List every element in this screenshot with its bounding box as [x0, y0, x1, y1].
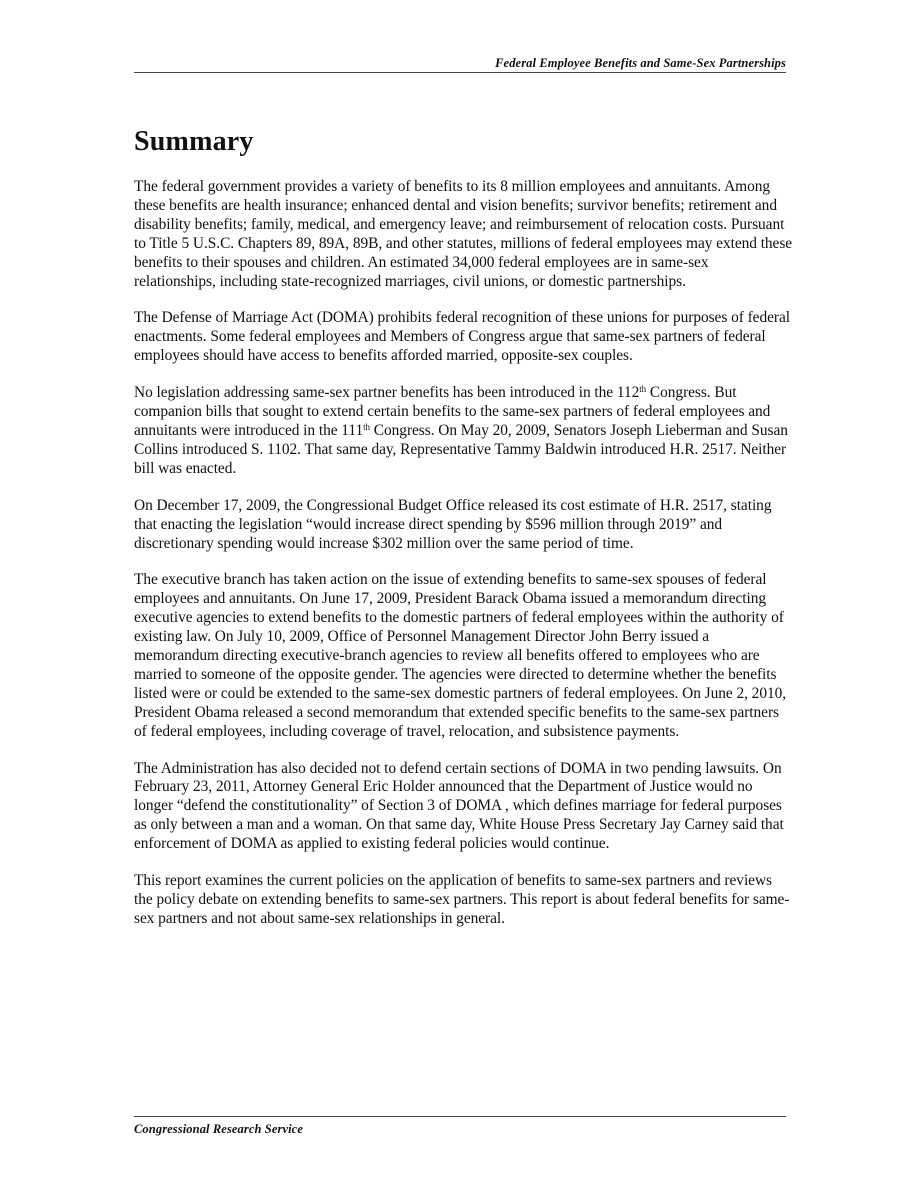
summary-body — [134, 178, 794, 947]
section-heading-summary: Summary — [134, 126, 254, 157]
ordinal-suffix-112: th — [639, 384, 647, 395]
running-header-title: Federal Employee Benefits and Same-Sex Partnerships — [495, 56, 786, 70]
footer-publisher: Congressional Research Service — [134, 1122, 303, 1136]
summary-paragraph-2: The Defense of Marriage Act (DOMA) prohibits federal recognition of these unions for purposes of federal enactments. Some federal employees and Members of Congress argue that same-sex partners of federal employees should have access to benefits afforded married, opposite-sex couples. — [134, 309, 790, 365]
summary-paragraph-6: The Administration has also decided not to defend certain sections of DOMA in two pending lawsuits. On February 23, 2011, Attorney General Eric Holder announced that the Department of Justice would no longer “defend the constitutionality” of Section 3 of DOMA , which defines marriage for federal purposes as only between a man and a woman. On that same day, White House Press Secretary Jay Carney said that enforcement of DOMA as applied to existing federal policies would continue. — [134, 759, 784, 853]
summary-paragraph-1: The federal government provides a variety of benefits to its 8 million employees and annuitants. Among these benefits are health insurance; enhanced dental and vision benefits; survivor benefits; retirement and disability benefits; family, medical, and emergency leave; and reimbursement of relocation costs. Pursuant to Title 5 U.S.C. Chapters 89, 89A, 89B, and other statutes, millions of federal employees may extend these benefits to their spouses and children. An estimated 34,000 federal employees are in same-sex relationships, including state-recognized marriages, civil unions, or domestic partnerships. — [134, 178, 793, 290]
ordinal-suffix-111: th — [363, 421, 370, 432]
summary-paragraph-5: The executive branch has taken action on the issue of extending benefits to same-sex spouses of federal employees and annuitants. On June 17, 2009, President Barack Obama issued a memorandum directing executive agencies to extend benefits to the domestic partners of federal employees within the authority of existing law. On July 10, 2009, Office of Personnel Management Director John Berry issued a memorandum directing executive-branch agencies to review all benefits offered to employees who are married to someone of the opposite gender. The agencies were directed to determine whether the benefits listed were or could be extended to the same-sex domestic partners of federal employees. On June 2, 2010, President Obama released a second memorandum that extended specific benefits to the same-sex partners of federal employees, including coverage of travel, relocation, and subsistence payments. — [134, 571, 787, 740]
summary-paragraph-4: On December 17, 2009, the Congressional Budget Office released its cost estimate of H.R. 2517, stating that enacting the legislation “would increase direct spending by $596 million through 2019” and discretionary spending would increase $302 million over the same period of time. — [134, 496, 772, 552]
paragraph-3-text-c: Congress. On May 20, 2009, Senators Joseph Lieberman and Susan Collins introduced S. 1102. That same day, Representative Tammy Baldwin introduced H.R. 2517. Neither bill was enacted. — [134, 421, 788, 477]
summary-paragraph-7: This report examines the current policies on the application of benefits to same-sex partners and reviews the policy debate on extending benefits to same-sex partners. This report is about federal benefits for same-sex partners and not about same-sex relationships in general. — [134, 872, 790, 927]
paragraph-3-text-b: Congress. But companion bills that sought to extend certain benefits to the same-sex partners of federal employees and annuitants were introduced in the 111 — [134, 384, 771, 439]
header-divider — [134, 72, 786, 73]
paragraph-3-text-a: No legislation addressing same-sex partner benefits has been introduced in the 112 — [134, 384, 640, 402]
footer-divider — [134, 1116, 786, 1117]
summary-paragraph-3 — [134, 384, 794, 479]
